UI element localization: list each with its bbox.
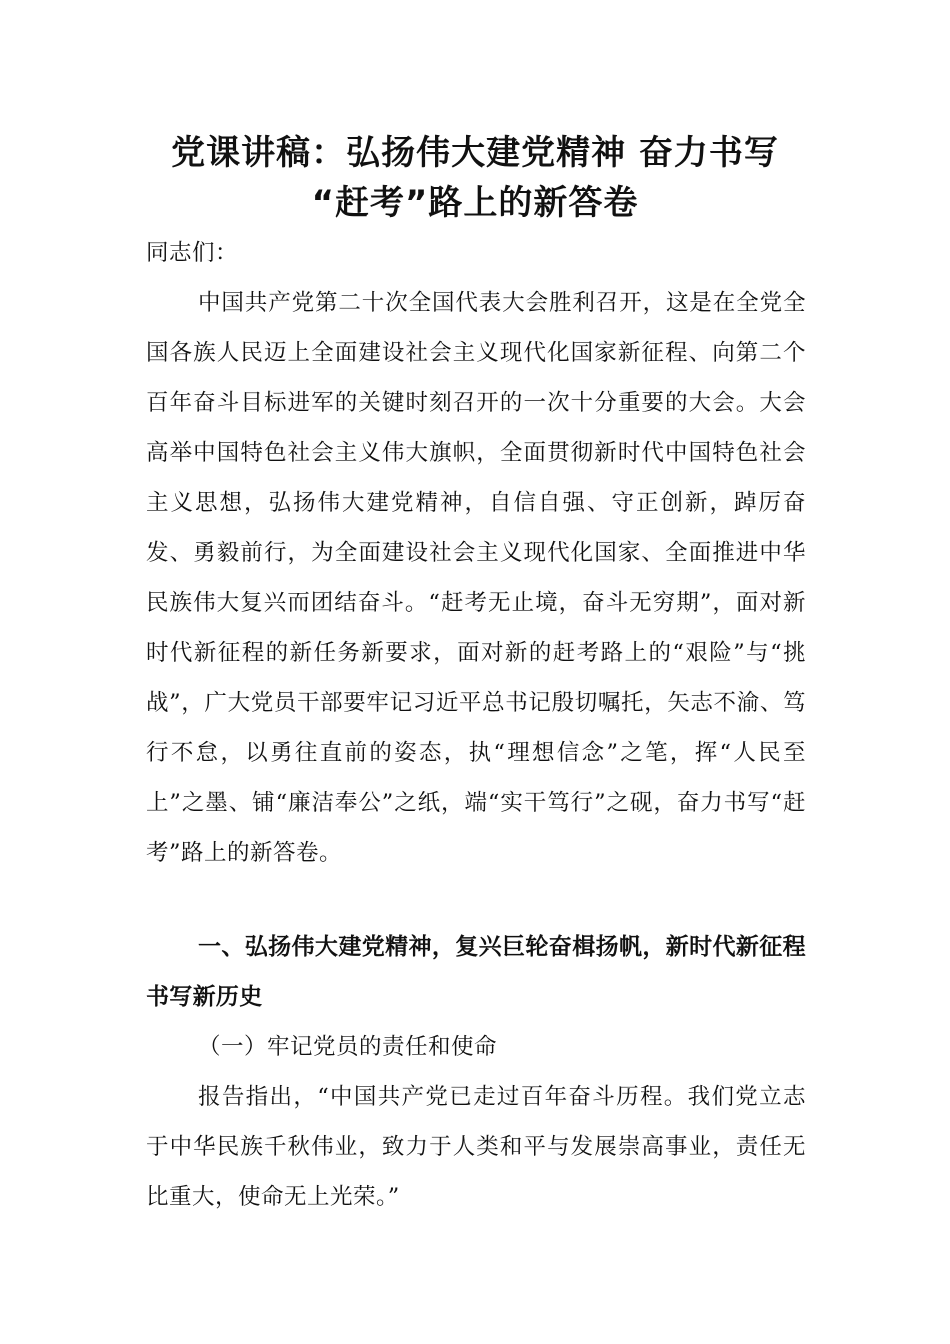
salutation: 同志们：	[146, 240, 239, 266]
section-heading-1: 一、弘扬伟大建党精神，复兴巨轮奋楫扬帆，新时代新征程书写新历史	[146, 934, 806, 1010]
document-title-line-2: “赶考”路上的新答卷	[311, 183, 639, 223]
body-paragraph-2: 报告指出，“中国共产党已走过百年奋斗历程。我们党立志于中华民族千秋伟业，致力于人类和平与发展崇高事业，责任无比重大，使命无上光荣。”	[146, 1084, 806, 1210]
subsection-heading-1: （一）牢记党员的责任和使命	[198, 1034, 498, 1060]
body-paragraph-1: 中国共产党第二十次全国代表大会胜利召开，这是在全党全国各族人民迈上全面建设社会主义现代化国家新征程、向第二个百年奋斗目标进军的关键时刻召开的一次十分重要的大会。大会高举中国特色社会主义伟大旗帜，全面贯彻新时代中国特色社会主义思想，弘扬伟大建党精神，自信自强、守正创新，踔厉奋发、勇毅前行，为全面建设社会主义现代化国家、全面推进中华民族伟大复兴而团结奋斗。“赶考无止境，奋斗无穷期”，面对新时代新征程的新任务新要求，面对新的赶考路上的“艰险”与“挑战”，广大党员干部要牢记习近平总书记殷切嘱托，矢志不渝、笃行不怠，以勇往直前的姿态，执“理想信念”之笔，挥“人民至上”之墨、铺“廉洁奉公”之纸，端“实干笃行”之砚，奋力书写“赶考”路上的新答卷。	[146, 290, 806, 866]
document-title-line-1: 党课讲稿：弘扬伟大建党精神 奋力书写	[171, 133, 779, 173]
